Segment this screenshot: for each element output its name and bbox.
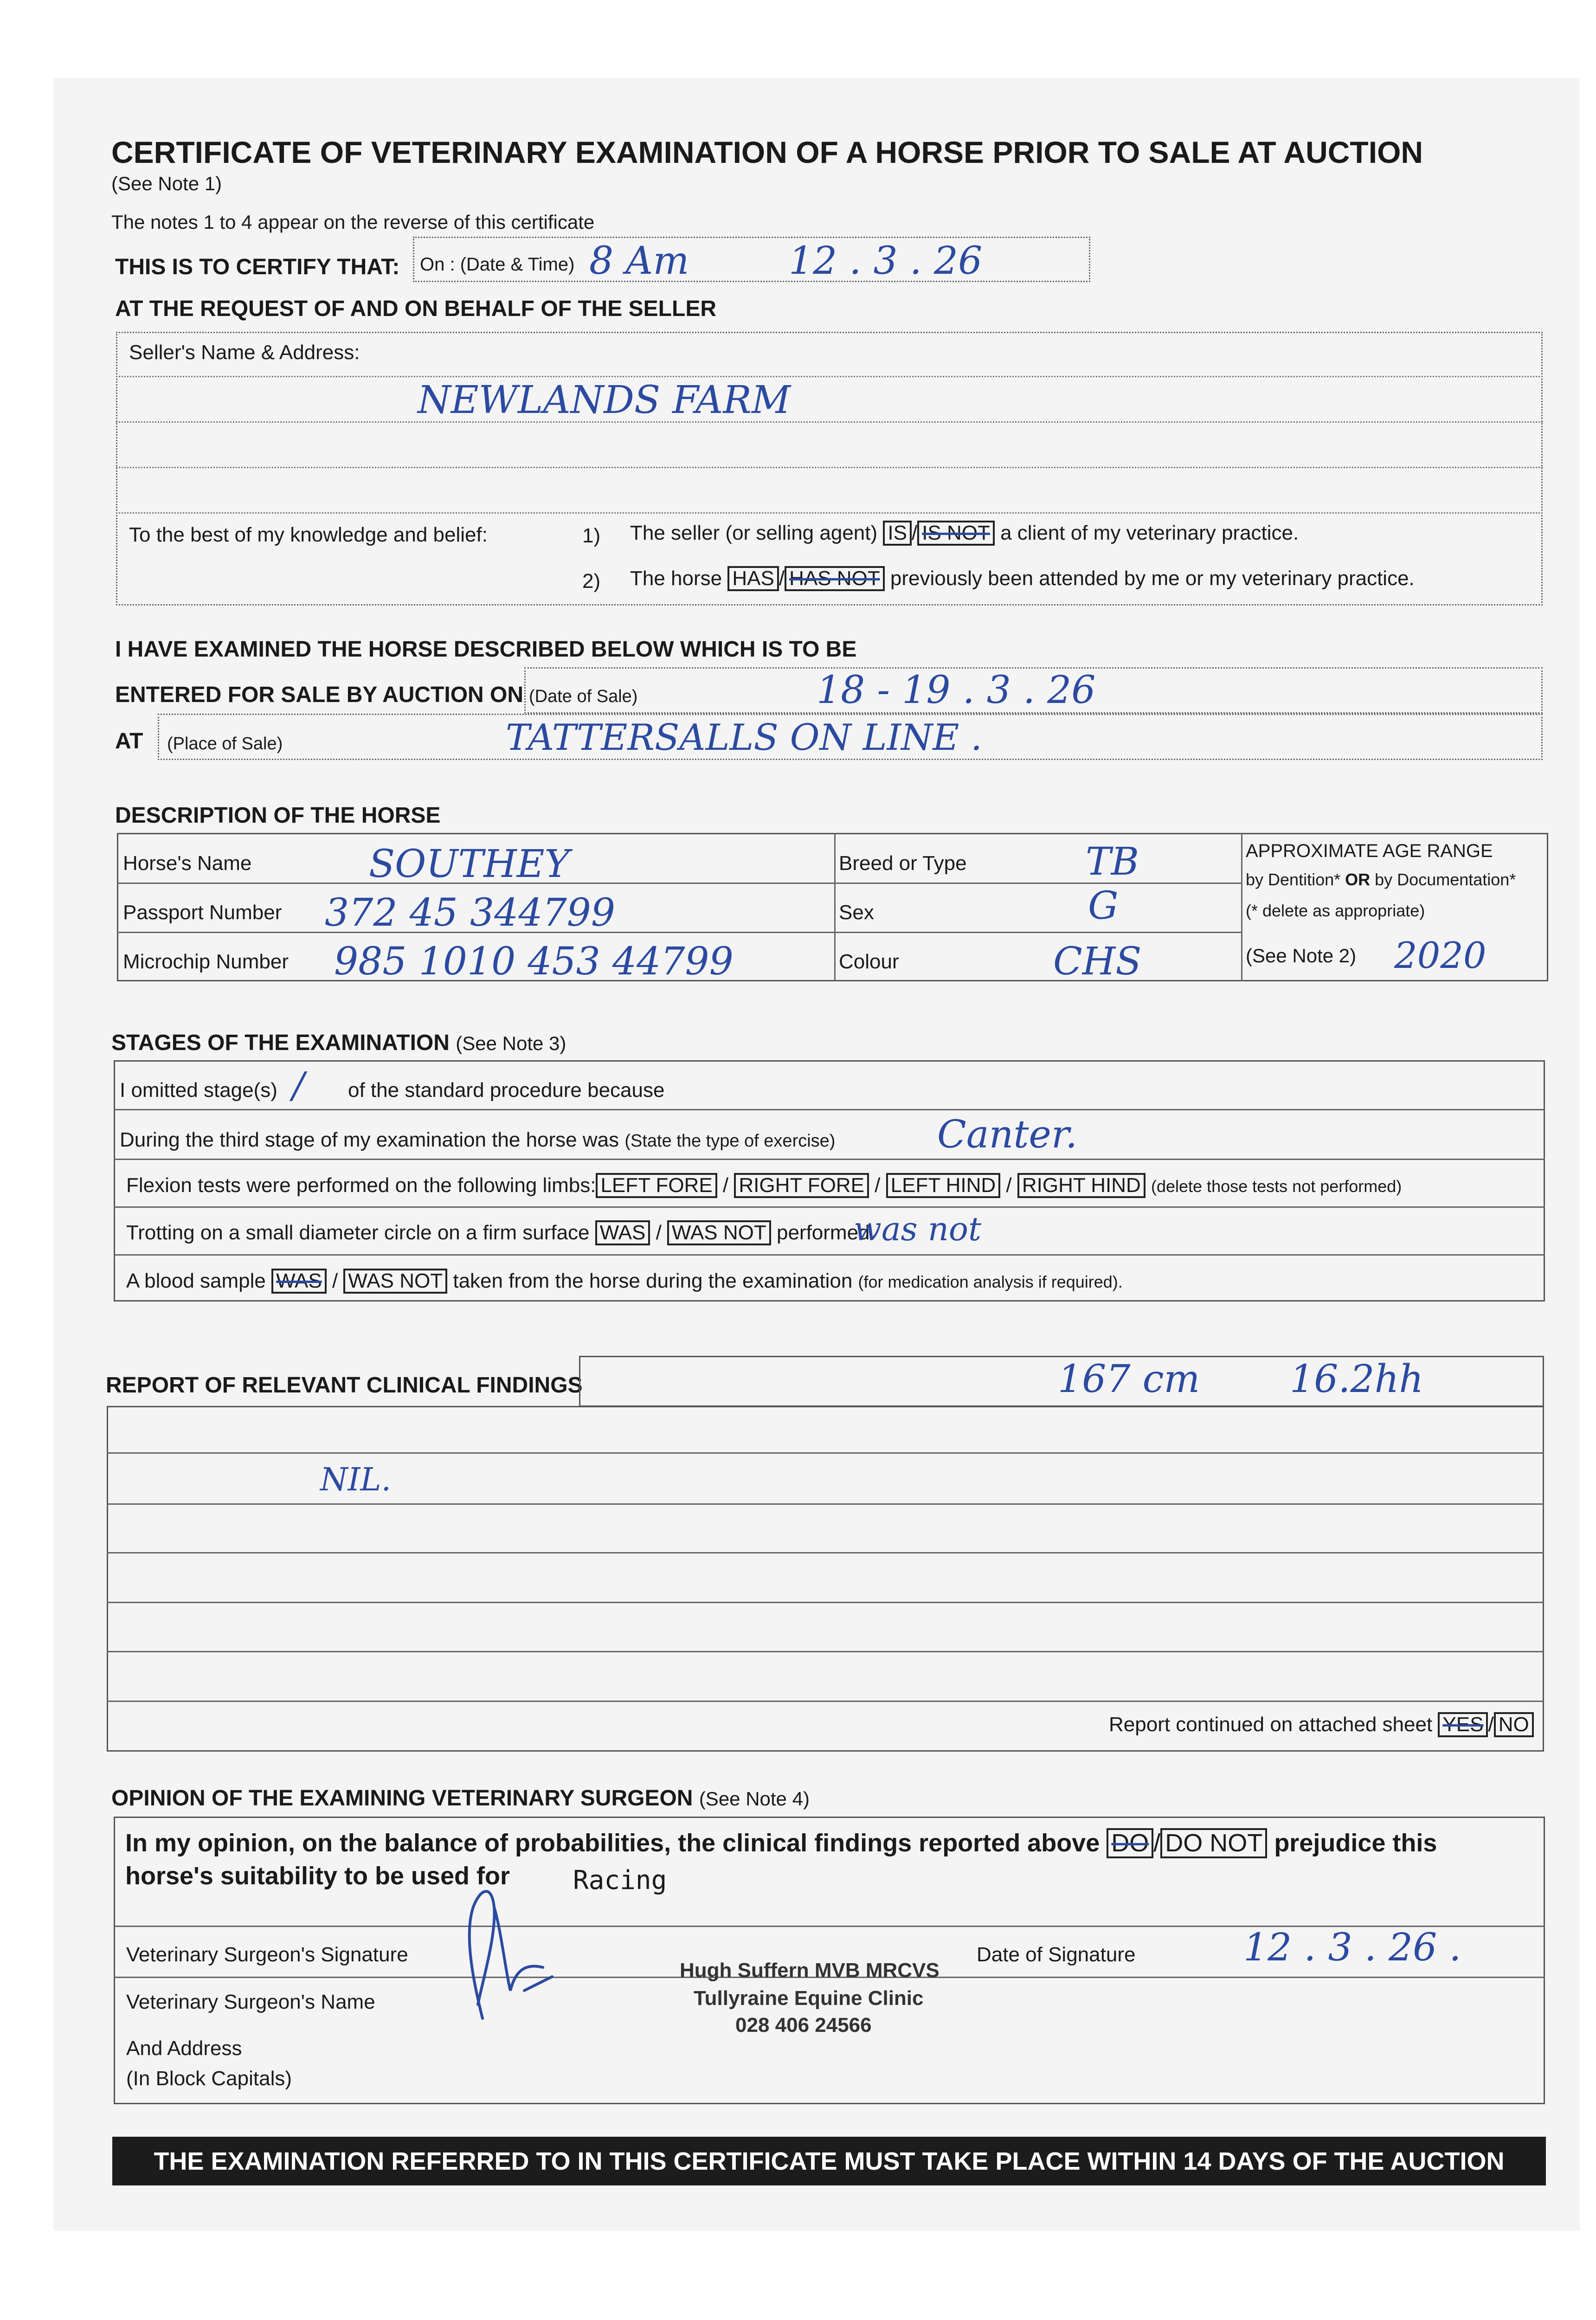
separator: / [656,1221,662,1244]
knowledge-label: To the best of my knowledge and belief: [129,523,488,546]
separator: / [875,1174,881,1197]
horse-name-value[interactable]: SOUTHEY [369,842,570,886]
name-label: Veterinary Surgeon's Name [126,1991,375,2013]
report-line-4 [107,1602,1544,1603]
footer-banner-text: THE EXAMINATION REFERRED TO IN THIS CERTIFICATE MUST TAKE PLACE WITHIN 14 DAYS OF THE AUCTION [154,2147,1505,2175]
seller-line-2 [116,421,1543,423]
microchip-value[interactable]: 985 1010 453 44799 [334,940,734,984]
report-heading: REPORT OF RELEVANT CLINICAL FINDINGS [106,1373,583,1398]
description-col-divider-1 [834,833,836,981]
trotting-was-option[interactable]: WAS [595,1220,650,1245]
opinion-note: (See Note 4) [699,1788,810,1810]
trotting-row [126,1220,870,1245]
separator: / [1006,1174,1012,1197]
notes-line: The notes 1 to 4 appear on the reverse of this certificate [111,211,595,233]
report-line-2 [107,1503,1544,1505]
stamp-name: Hugh Suffern MVB MRCVS [680,1959,940,1982]
right-fore-option[interactable]: RIGHT FORE [734,1173,869,1198]
place-of-sale-value: TATTERSALLS ON LINE . [506,717,982,759]
on-time-value: 8 Am [589,239,689,283]
stages-note: (See Note 3) [456,1032,566,1054]
opinion-do-not-option[interactable]: DO NOT [1160,1828,1267,1858]
seller-line-4 [116,512,1543,514]
stages-row-line-2 [114,1159,1545,1160]
request-label: AT THE REQUEST OF AND ON BEHALF OF THE SELLER [115,296,716,321]
date-signature-label: Date of Signature [977,1943,1136,1966]
description-heading: DESCRIPTION OF THE HORSE [115,803,441,828]
seller-label: Seller's Name & Address: [129,341,360,364]
colour-label: Colour [839,950,899,973]
report-finding: NIL. [320,1462,392,1498]
breed-value[interactable]: TB [1086,840,1139,884]
opinion-line-2: horse's suitability to be used for [125,1862,510,1890]
sex-label: Sex [839,901,874,924]
age-range-title: APPROXIMATE AGE RANGE [1246,841,1493,861]
is-not-option[interactable]: IS NOT [917,521,995,546]
on-label: On : (Date & Time) [420,254,575,275]
opinion-line-1 [125,1828,1437,1858]
stamp-clinic: Tullyraine Equine Clinic [694,1987,924,2010]
horse-attended-text: The horse [630,567,722,590]
on-date-value: 12 . 3 . 26 [789,239,983,283]
date-of-sale-label: (Date of Sale) [529,687,638,706]
seller-line-3 [116,467,1543,468]
stages-heading-text: STAGES OF THE EXAMINATION [111,1031,450,1055]
report-continued-row [1109,1712,1534,1737]
breed-label: Breed or Type [839,852,967,875]
report-no-option[interactable]: NO [1494,1712,1534,1737]
trotting-pre: Trotting on a small diameter circle on a firm surface [126,1221,590,1244]
date-of-sale-value: 18 - 19 . 3 . 26 [817,668,1096,712]
report-body[interactable] [107,1406,1544,1752]
omitted-post: of the standard procedure because [348,1079,665,1102]
age-by-dentition[interactable]: by Dentition* [1246,870,1341,889]
left-hind-option[interactable]: LEFT HIND [886,1173,1001,1198]
seller-block [116,332,1543,606]
left-fore-option[interactable]: LEFT FORE [596,1173,717,1198]
stages-row-line-1 [114,1109,1545,1110]
address-note: (In Block Capitals) [126,2067,292,2090]
see-note-1: (See Note 1) [111,173,222,194]
colour-value[interactable]: CHS [1053,940,1142,984]
age-range-method [1246,870,1516,889]
trotting-value[interactable]: was not [854,1210,982,1248]
flexion-note: (delete those tests not performed) [1151,1177,1402,1196]
certify-label: THIS IS TO CERTIFY THAT: [115,255,400,279]
is-option[interactable]: IS [883,521,912,546]
knowledge-item-2 [630,566,1415,591]
horse-attended-tail: previously been attended by me or my veterinary practice. [890,567,1415,590]
blood-was-option[interactable]: WAS [271,1269,327,1294]
blood-note: (for medication analysis if required). [858,1272,1123,1291]
age-or: OR [1345,870,1371,889]
blood-was-not-option[interactable]: WAS NOT [343,1269,447,1294]
report-height-hh: 16.2hh [1290,1357,1424,1401]
opinion-do-option[interactable]: DO [1107,1828,1153,1858]
report-line-1 [107,1452,1544,1454]
age-by-documentation[interactable]: by Documentation* [1375,870,1516,889]
description-row-line-2 [117,932,1242,933]
trotting-was-not-option[interactable]: WAS NOT [667,1220,771,1245]
age-see-note: (See Note 2) [1246,945,1357,967]
seller-value[interactable]: NEWLANDS FARM [418,378,791,422]
separator: / [1488,1713,1494,1736]
third-stage-note: (State the type of exercise) [624,1131,836,1151]
knowledge-item-1-num: 1) [582,524,601,547]
description-col-divider-2 [1241,833,1242,981]
flexion-pre: Flexion tests were performed on the following limbs: [126,1174,596,1197]
separator: / [332,1270,338,1292]
separator: / [1153,1829,1161,1857]
stages-row-line-3 [114,1206,1545,1208]
report-yes-option[interactable]: YES [1438,1712,1488,1737]
examined-line-1: I HAVE EXAMINED THE HORSE DESCRIBED BELOW WHICH IS TO BE [115,637,857,662]
trotting-post: performed [776,1221,870,1244]
separator: / [722,1174,729,1197]
passport-value[interactable]: 372 45 344799 [325,891,616,935]
third-stage-value[interactable]: Canter. [937,1113,1078,1157]
report-continued-text: Report continued on attached sheet [1109,1713,1433,1736]
knowledge-item-1 [630,521,1299,546]
knowledge-item-2-num: 2) [582,570,601,593]
footer-banner [112,2137,1546,2185]
horse-name-label: Horse's Name [123,852,252,875]
age-delete-note: (* delete as appropriate) [1246,901,1425,920]
report-line-5 [107,1651,1544,1652]
microchip-label: Microchip Number [123,950,289,973]
at-label: AT [115,729,143,754]
seller-line-1 [116,376,1543,377]
right-hind-option[interactable]: RIGHT HIND [1017,1173,1146,1198]
date-signature-value[interactable]: 12 . 3 . 26 . [1243,1926,1461,1970]
opinion-use-value[interactable]: Racing [573,1865,667,1895]
stamp-phone: 028 406 24566 [735,2014,872,2036]
signature-mark [455,1879,575,2032]
seller-client-text: The seller (or selling agent) [630,522,878,544]
opinion-text-pre: In my opinion, on the balance of probabilities, the clinical findings reported above [125,1829,1100,1857]
report-line-3 [107,1552,1544,1553]
age-value[interactable]: 2020 [1394,935,1487,977]
signature-label: Veterinary Surgeon's Signature [126,1943,408,1966]
blood-post: taken from the horse during the examination [453,1270,853,1292]
omitted-value[interactable]: / [292,1065,305,1107]
flexion-row [126,1173,1402,1198]
third-stage-pre: During the third stage of my examination the horse was [120,1128,619,1151]
passport-label: Passport Number [123,901,282,924]
stages-heading [111,1030,566,1056]
opinion-heading-text: OPINION OF THE EXAMINING VETERINARY SURGEON [111,1786,693,1811]
report-height-cm: 167 cm [1058,1357,1200,1401]
description-row-line-1 [117,883,1242,884]
examined-line-2: ENTERED FOR SALE BY AUCTION ON [115,683,524,707]
sex-value[interactable]: G [1088,884,1119,928]
has-option[interactable]: HAS [727,566,779,591]
has-not-option[interactable]: HAS NOT [785,566,885,591]
address-label: And Address [126,2037,242,2060]
seller-client-tail: a client of my veterinary practice. [1000,522,1299,544]
certificate-title: CERTIFICATE OF VETERINARY EXAMINATION OF A HORSE PRIOR TO SALE AT AUCTION [111,135,1423,169]
report-line-6 [107,1701,1544,1702]
third-stage-row [120,1128,835,1152]
opinion-text-post: prejudice this [1274,1829,1437,1857]
separator: / [779,567,785,590]
omitted-pre: I omitted stage(s) [120,1079,277,1102]
separator: / [911,522,918,544]
blood-row [126,1269,1123,1294]
opinion-heading [111,1785,810,1811]
stages-row-line-4 [114,1254,1545,1256]
blood-pre: A blood sample [126,1270,266,1292]
place-of-sale-label: (Place of Sale) [167,734,283,754]
